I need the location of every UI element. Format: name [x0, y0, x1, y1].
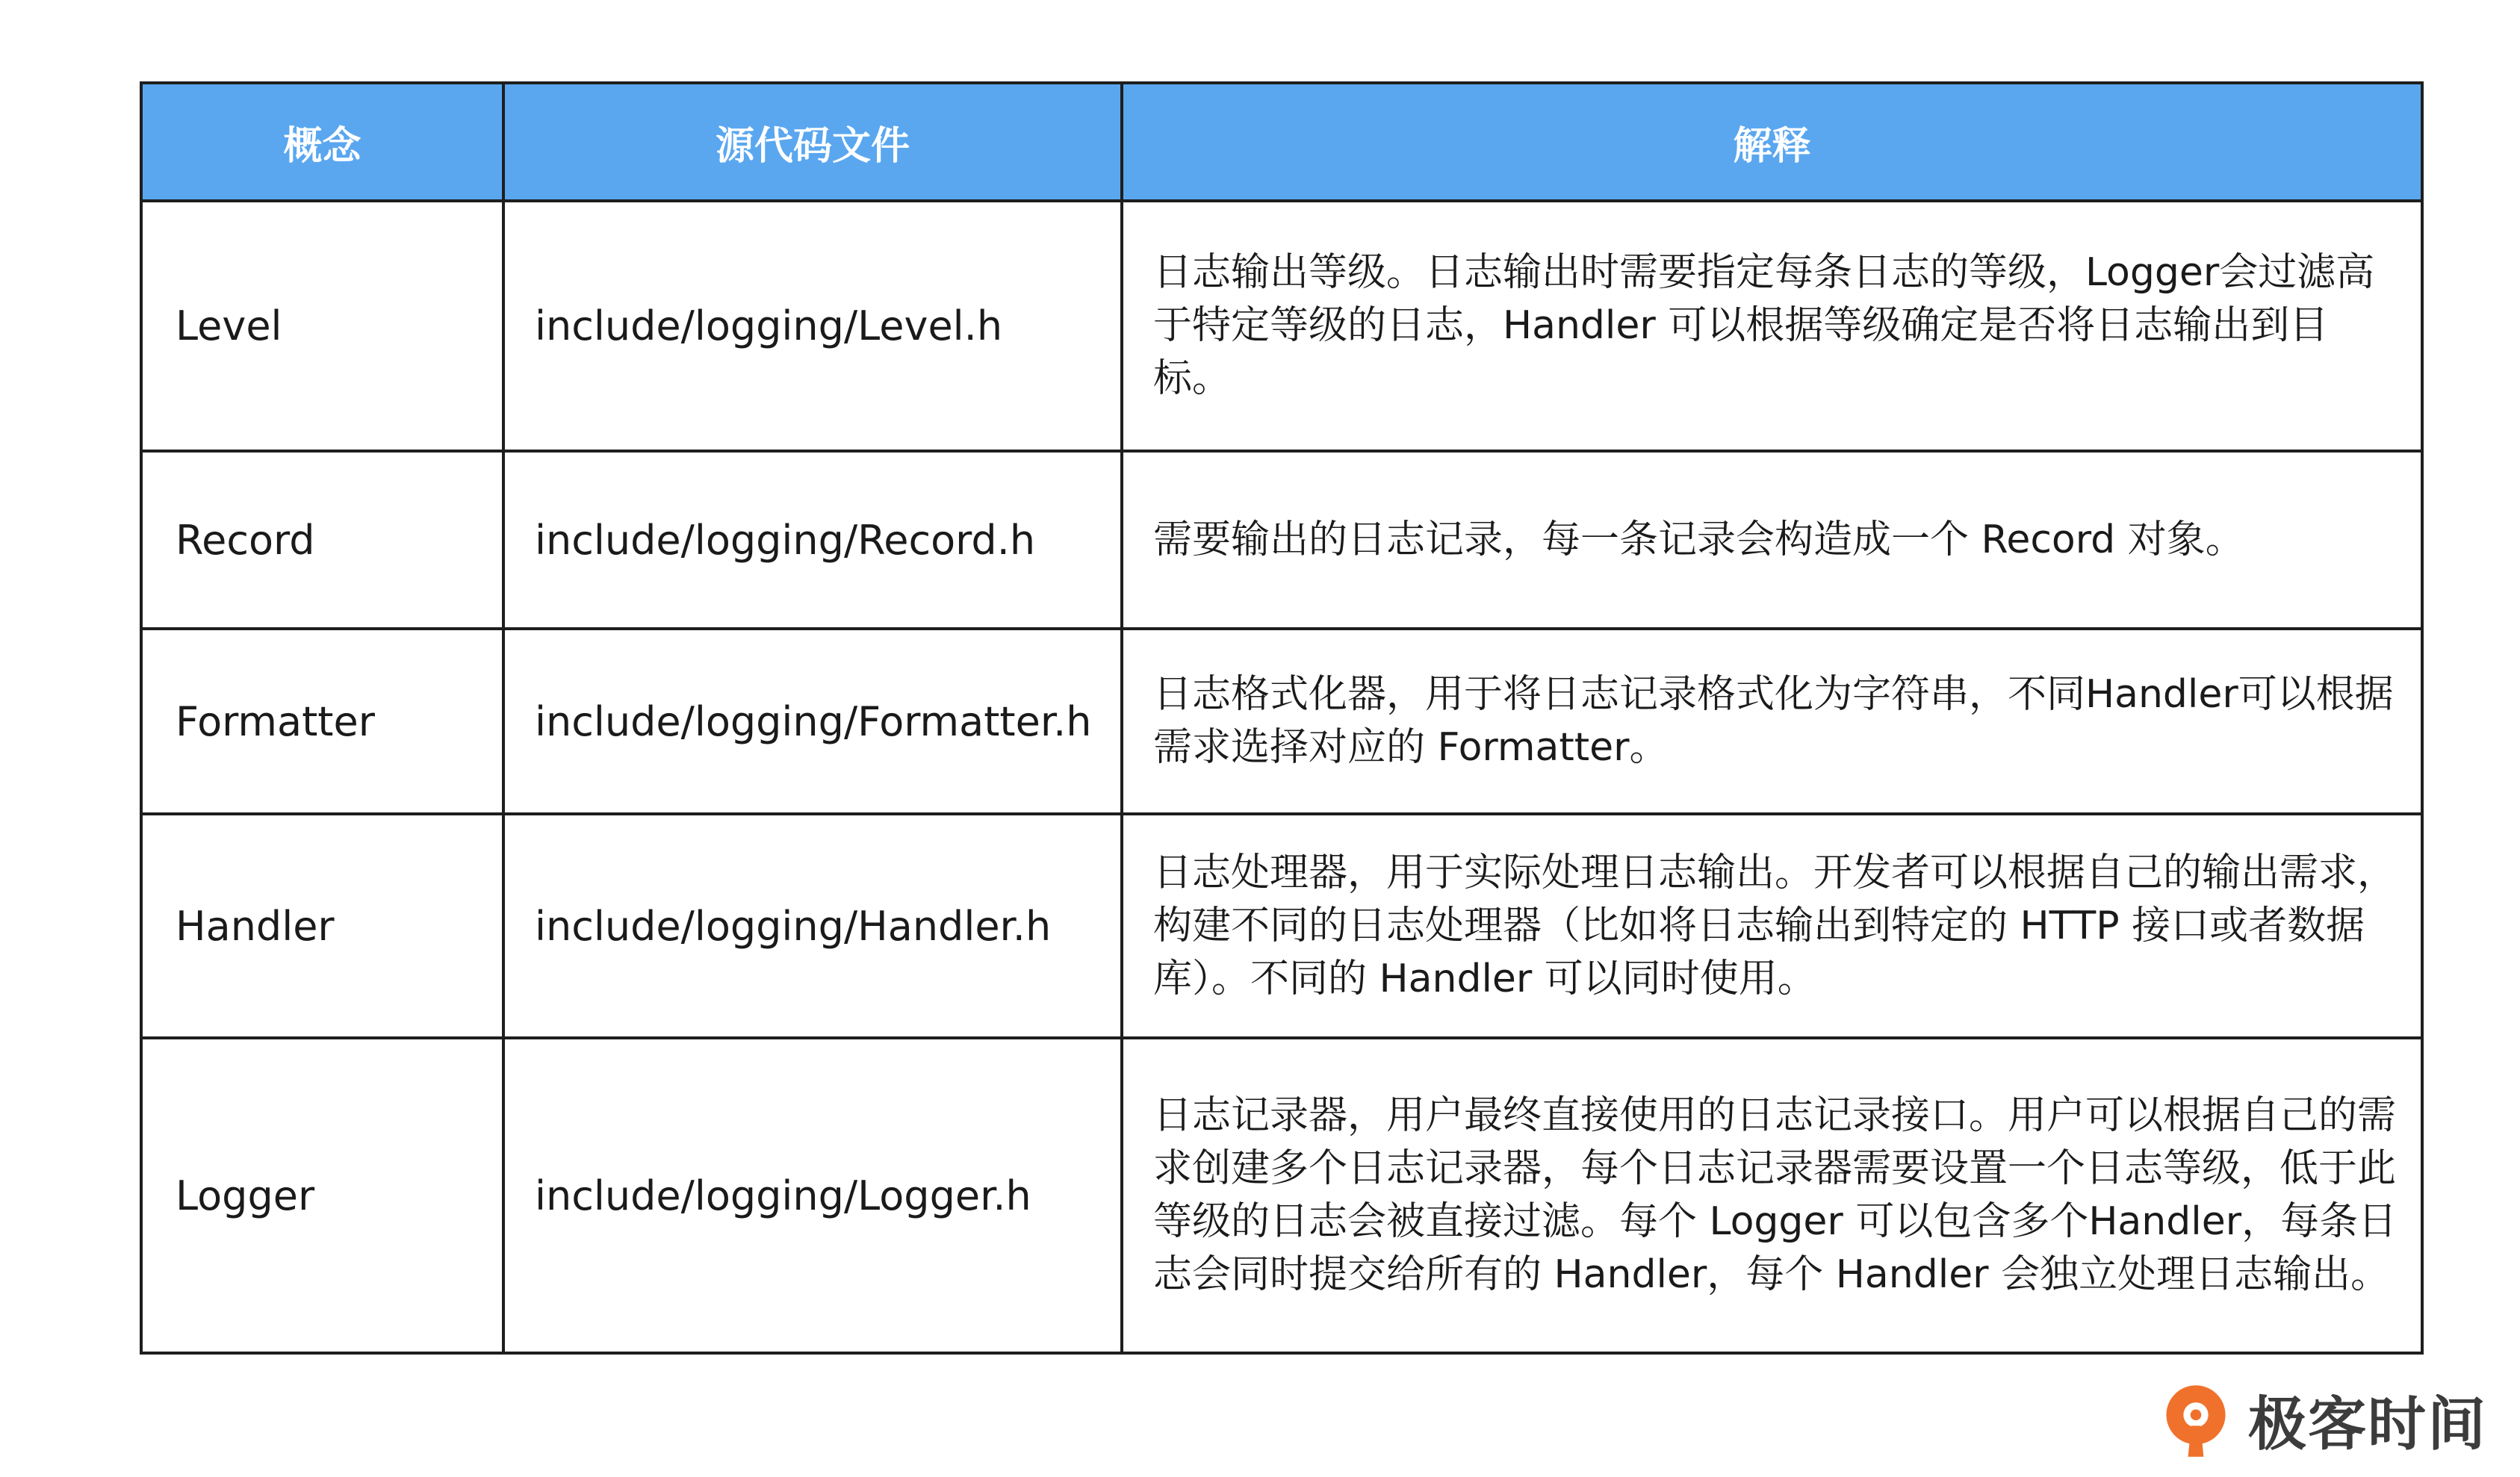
header-source-file: 源代码文件 [503, 83, 1122, 201]
brand-watermark [2157, 1378, 2487, 1461]
source-file-cell: include/logging/Handler.h [503, 814, 1122, 1038]
source-file-cell: include/logging/Record.h [503, 451, 1122, 629]
table-row [141, 814, 2422, 1038]
concept-cell: Handler [141, 814, 503, 1038]
header-concept: 概念 [141, 83, 503, 201]
source-file-cell: include/logging/Level.h [503, 201, 1122, 451]
geektime-logo-icon [2157, 1381, 2235, 1458]
table-row [141, 451, 2422, 629]
brand-name: 极客时间 [2248, 1391, 2488, 1458]
explanation-cell: 日志处理器，用于实际处理日志输出。开发者可以根据自己的输出需求，构建不同的日志处理器（比如将日志输出到特定的 HTTP 接口或者数据库）。不同的 Handler 可以同时使用。 [1122, 814, 2422, 1038]
source-file-cell: include/logging/Formatter.h [503, 629, 1122, 814]
explanation-cell: 日志输出等级。日志输出时需要指定每条日志的等级，Logger会过滤高于特定等级的日志，Handler 可以根据等级确定是否将日志输出到目标。 [1122, 201, 2422, 451]
explanation-cell: 日志记录器，用户最终直接使用的日志记录接口。用户可以根据自己的需求创建多个日志记录器，每个日志记录器需要设置一个日志等级，低于此等级的日志会被直接过滤。每个 Logger 可以包含多个Handler，每条日志会同时提交给所有的 Handler，每个 Handler 会独立处理日志输出。 [1122, 1038, 2422, 1353]
concept-cell: Formatter [141, 629, 503, 814]
explanation-cell: 日志格式化器，用于将日志记录格式化为字符串，不同Handler可以根据需求选择对应的 Formatter。 [1122, 629, 2422, 814]
header-explanation: 解释 [1122, 83, 2422, 201]
source-file-cell: include/logging/Logger.h [503, 1038, 1122, 1353]
concept-table [140, 81, 2424, 1355]
table-row [141, 1038, 2422, 1353]
table-row [141, 201, 2422, 451]
concept-cell: Logger [141, 1038, 503, 1353]
table-header-row [141, 83, 2422, 201]
explanation-cell: 需要输出的日志记录，每一条记录会构造成一个 Record 对象。 [1122, 451, 2422, 629]
table-row [141, 629, 2422, 814]
concept-cell: Level [141, 201, 503, 451]
concept-cell: Record [141, 451, 503, 629]
